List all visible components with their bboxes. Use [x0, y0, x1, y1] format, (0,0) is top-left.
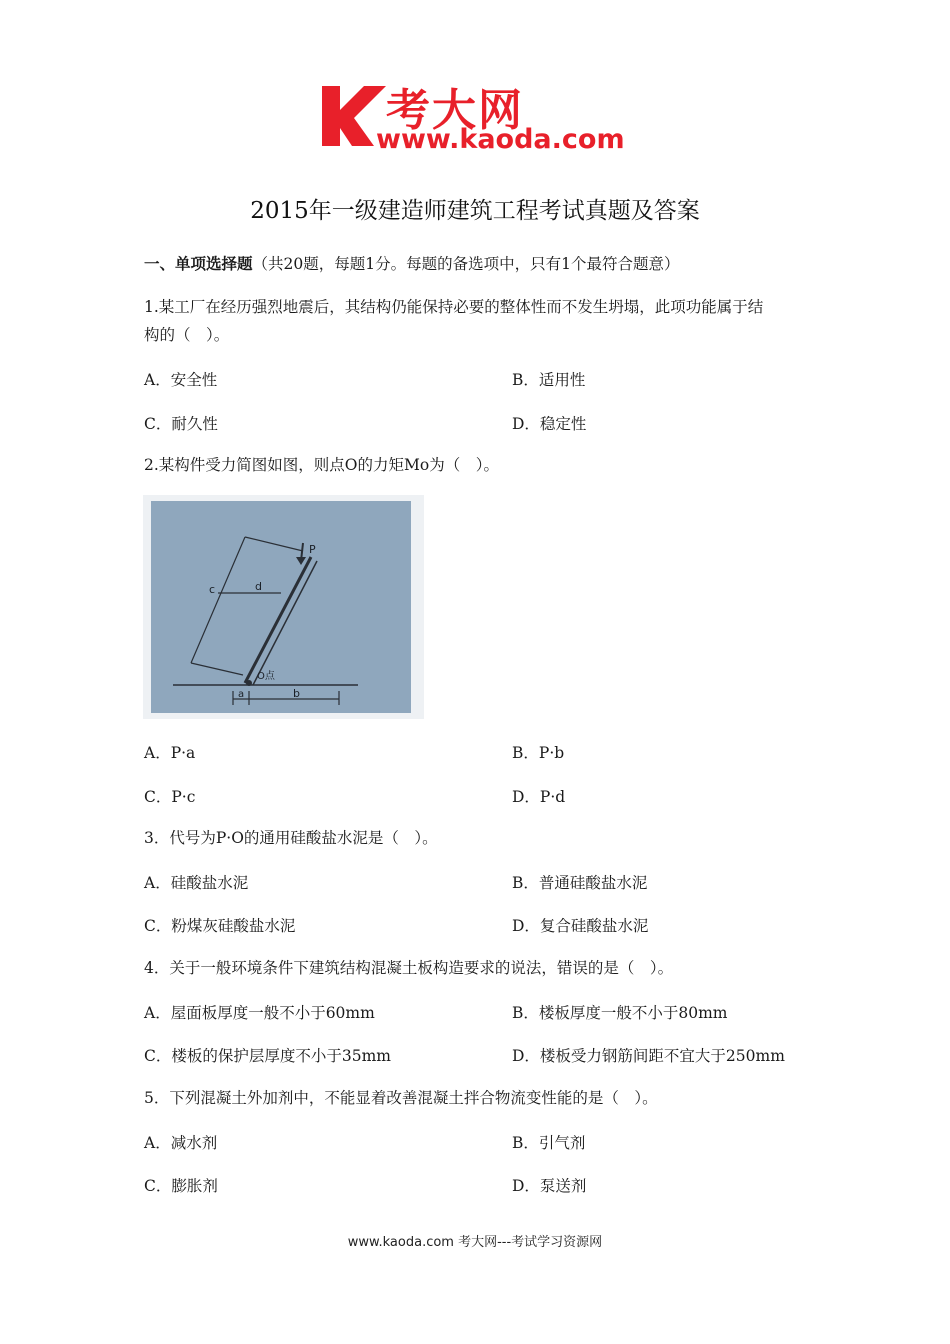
dimension-c-label: c	[209, 583, 216, 596]
dimension-d-label: d	[255, 580, 262, 593]
question-3-option-c: C．粉煤灰硅酸盐水泥	[144, 917, 296, 935]
question-3-stem: 3．代号为P·O的通用硅酸盐水泥是（ ）。	[144, 829, 438, 847]
question-4-option-c: C．楼板的保护层厚度不小于35mm	[144, 1047, 391, 1065]
question-1-stem-line2: 构的（ ）。	[144, 326, 230, 344]
section-header	[144, 250, 679, 278]
question-5-option-c: C．膨胀剂	[144, 1177, 218, 1195]
question-2-stem: 2.某构件受力简图如图，则点O的力矩Mo为（ ）。	[144, 456, 499, 474]
question-5-option-a: A．减水剂	[144, 1134, 218, 1152]
page-title: 2015年一级建造师建筑工程考试真题及答案	[250, 198, 700, 224]
question-2-option-b: B．P·b	[512, 744, 565, 762]
point-o-label: O点	[257, 671, 275, 682]
question-1-option-c: C．耐久性	[144, 415, 218, 433]
site-logo	[318, 78, 638, 158]
question-4-option-d: D．楼板受力钢筋间距不宜大于250mm	[512, 1047, 785, 1065]
question-5-option-d: D．泵送剂	[512, 1177, 587, 1195]
question-5-option-b: B．引气剂	[512, 1134, 586, 1152]
question-5-stem: 5．下列混凝土外加剂中，不能显着改善混凝土拌合物流变性能的是（ ）。	[144, 1089, 658, 1107]
question-2-option-d: D．P·d	[512, 788, 566, 806]
logo-brand-text: 考大网	[386, 85, 524, 136]
question-3-option-b: B．普通硅酸盐水泥	[512, 874, 648, 892]
question-1-option-d: D．稳定性	[512, 415, 587, 433]
question-1-stem-line1: 1.某工厂在经历强烈地震后，其结构仍能保持必要的整体性而不发生坍塌，此项功能属于结	[144, 298, 764, 316]
force-diagram	[143, 495, 424, 719]
question-2-option-c: C．P·c	[144, 788, 196, 806]
question-4-stem: 4．关于一般环境条件下建筑结构混凝土板构造要求的说法，错误的是（ ）。	[144, 959, 674, 977]
question-1-option-a: A．安全性	[144, 371, 218, 389]
dimension-a-label: a	[238, 689, 245, 700]
force-p-label: P	[309, 543, 316, 556]
question-2-option-a: A．P·a	[144, 744, 196, 762]
question-4-option-b: B．楼板厚度一般不小于80mm	[512, 1004, 728, 1022]
section-note: （共20题，每题1分。每题的备选项中，只有1个最符合题意）	[252, 255, 680, 273]
question-3-option-a: A．硅酸盐水泥	[144, 874, 249, 892]
force-diagram-figure	[143, 495, 424, 719]
section-heading: 一、单项选择题	[144, 255, 253, 273]
question-1-option-b: B．适用性	[512, 371, 586, 389]
question-4-option-a: A．屋面板厚度一般不小于60mm	[144, 1004, 375, 1022]
page-footer: www.kaoda.com 考大网---考试学习资源网	[347, 1235, 603, 1250]
dimension-b-label: b	[293, 687, 300, 700]
question-3-option-d: D．复合硅酸盐水泥	[512, 917, 649, 935]
logo-url: www.kaoda.com	[376, 124, 625, 155]
